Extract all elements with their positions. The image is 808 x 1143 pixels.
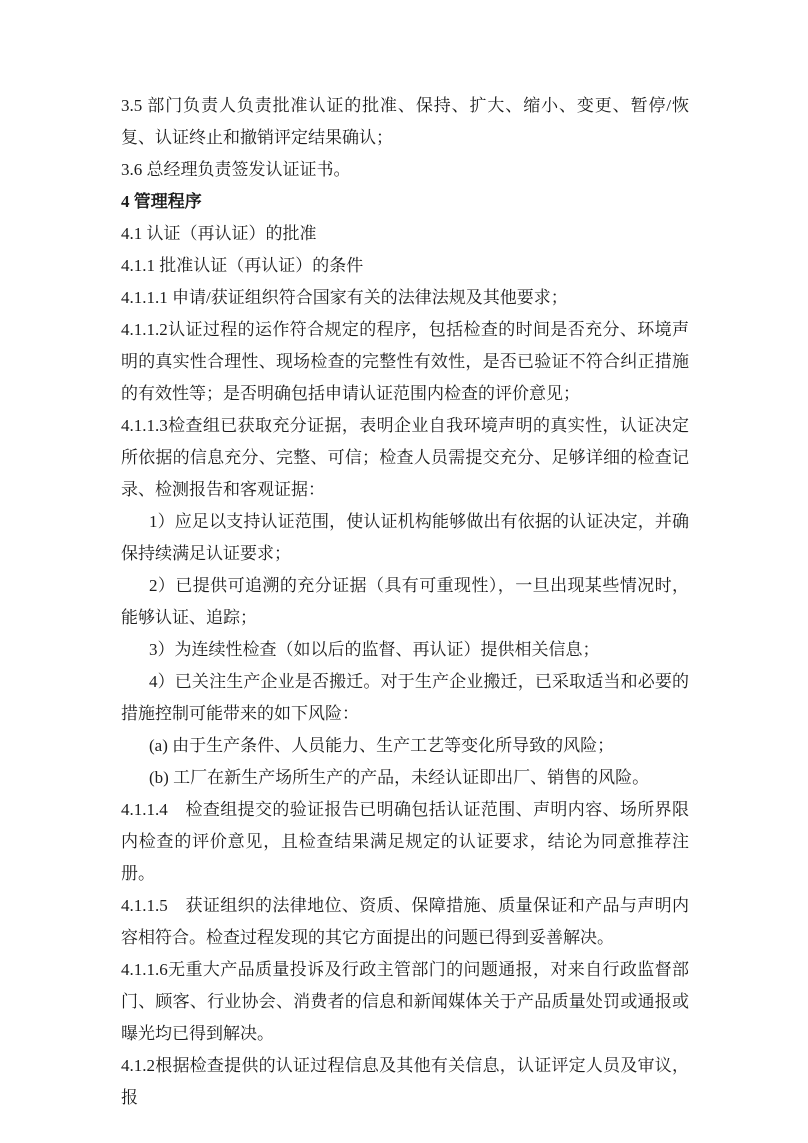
paragraph-4-1-1-2: 4.1.1.2认证过程的运作符合规定的程序，包括检查的时间是否充分、环境声明的真实性合理性、现场检查的完整性有效性，是否已验证不符合纠正措施的有效性等；是否明确包括申请认证范围内检查的评价意见；: [121, 320, 689, 403]
list-item-b: (b) 工厂在新生产场所生产的产品，未经认证即出厂、销售的风险。: [149, 768, 650, 787]
paragraph-4-1-2: 4.1.2根据检查提供的认证过程信息及其他有关信息，认证评定人员及审议，报: [121, 1056, 689, 1107]
paragraph-4-1-1-4: 4.1.1.4 检查组提交的验证报告已明确包括认证范围、声明内容、场所界限内检查的评价意见，且检查结果满足规定的认证要求，结论为同意推荐注册。: [121, 800, 689, 883]
paragraph-4-1-1-1: 4.1.1.1 申请/获证组织符合国家有关的法律法规及其他要求；: [121, 288, 568, 307]
document-body: [121, 90, 689, 1114]
section-heading-4: 4 管理程序: [121, 192, 202, 211]
paragraph-4-1: 4.1 认证（再认证）的批准: [121, 224, 317, 243]
paragraph-4-1-1-3: 4.1.1.3检查组已获取充分证据，表明企业自我环境声明的真实性，认证决定所依据的信息充分、完整、可信；检查人员需提交充分、足够详细的检查记录、检测报告和客观证据：: [121, 416, 689, 499]
list-item-1: 1）应足以支持认证范围，使认证机构能够做出有依据的认证决定，并确保持续满足认证要求；: [121, 512, 689, 563]
list-item-4: 4）已关注生产企业是否搬迁。对于生产企业搬迁，已采取适当和必要的措施控制可能带来的如下风险：: [121, 672, 689, 723]
paragraph-3-6: 3.6 总经理负责签发认证证书。: [121, 160, 351, 179]
paragraph-4-1-1: 4.1.1 批准认证（再认证）的条件: [121, 256, 364, 275]
list-item-2: 2）已提供可追溯的充分证据（具有可重现性），一旦出现某些情况时，能够认证、追踪；: [121, 576, 689, 627]
paragraph-4-1-1-6: 4.1.1.6无重大产品质量投诉及行政主管部门的问题通报，对来自行政监督部门、顾客、行业协会、消费者的信息和新闻媒体关于产品质量处罚或通报或曝光均已得到解决。: [121, 960, 689, 1043]
paragraph-3-5: 3.5 部门负责人负责批准认证的批准、保持、扩大、缩小、变更、暂停/恢复、认证终止和撤销评定结果确认；: [121, 96, 689, 147]
list-item-a: (a) 由于生产条件、人员能力、生产工艺等变化所导致的风险；: [149, 736, 615, 755]
list-item-3: 3）为连续性检查（如以后的监督、再认证）提供相关信息；: [149, 640, 600, 659]
paragraph-4-1-1-5: 4.1.1.5 获证组织的法律地位、资质、保障措施、质量保证和产品与声明内容相符合。检查过程发现的其它方面提出的问题已得到妥善解决。: [121, 896, 689, 947]
